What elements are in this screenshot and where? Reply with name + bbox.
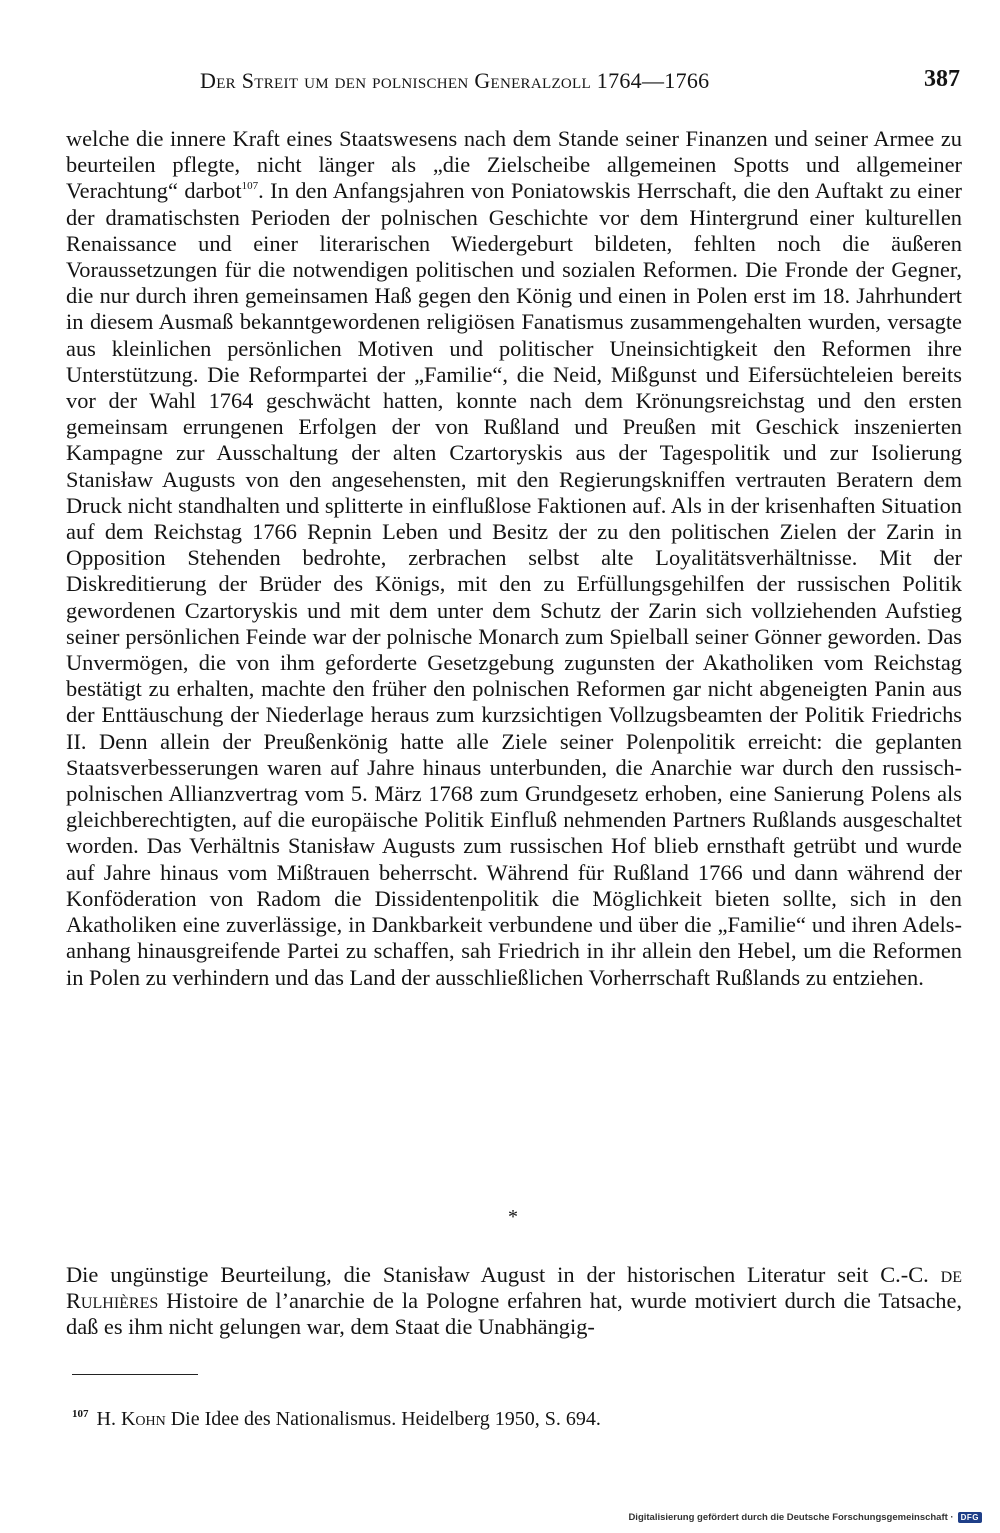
footnote-author: H. Kohn bbox=[96, 1408, 166, 1430]
footnote-107 bbox=[72, 1408, 601, 1431]
main-text-continued bbox=[66, 1262, 962, 1341]
running-title: Der Streit um den polnischen Generalzoll 1764—1766 bbox=[200, 68, 710, 93]
credit-text: Digitalisierung gefördert durch die Deutsche Forschungsgemeinschaft · bbox=[628, 1512, 954, 1523]
footnote-divider bbox=[72, 1374, 198, 1375]
section-separator: * bbox=[508, 1206, 518, 1228]
main-text bbox=[66, 126, 962, 991]
paragraph-2 bbox=[66, 1262, 962, 1341]
dfg-logo-icon: DFG bbox=[958, 1512, 982, 1523]
page-number: 387 bbox=[924, 66, 960, 92]
paragraph-2-author: de Rulhières bbox=[66, 1262, 962, 1314]
paragraph-1 bbox=[66, 126, 962, 991]
footnote-text: Die Idee des Nationalismus. Heidelberg 1950, S. 694. bbox=[165, 1408, 601, 1430]
paragraph-2-rest: Histoire de l’anarchie de la Pologne erfahren hat, wurde motiviert durch die Tatsache, daß es ihm nicht gelungen war, dem Staat die Unabhängig- bbox=[66, 1288, 962, 1340]
paragraph-2-start: Die ungünstige Beurteilung, die Stanisław August in der historischen Literatur seit C.-C. bbox=[66, 1262, 941, 1287]
digitization-credit bbox=[628, 1512, 982, 1523]
footnote-number: 107 bbox=[72, 1408, 89, 1420]
footnote-reference: 107 bbox=[241, 180, 259, 193]
paragraph-1-start: welche die innere Kraft eines Staatswesens nach dem Stande seiner Finanzen und seiner Armee zu beurteilen pflegte, nicht länger als „die Zielscheibe allgemeinen Spotts und allgemeiner Verachtung“ darbot bbox=[66, 126, 962, 204]
paragraph-1-rest: . In den Anfangsjahren von Poniatowskis Herrschaft, die den Auftakt zu einer der dramatischsten Perioden der polnischen Geschichte vor dem Hintergrund einer kulturellen Renaissance und einer literarischen Wiedergeburt bildeten, fehlten noch die äußeren Voraussetzungen für die notwendigen politischen und sozialen Reformen. Die Fronde der Gegner, die nur durch ihren gemeinsamen Haß gegen den König und einen in Polen erst im 18. Jahrhundert in diesem Ausmaß bekanntgewordenen religiösen Fanatismus zusammengehalten wurden, versagte aus kleinlichen persönlichen Motiven und politischer Uneinsichtigkeit den Reformen ihre Unterstützung. Die Reformpartei der „Familie“, die Neid, Mißgunst und Eifersüchteleien bereits vor der Wahl 1764 geschwächt hatten, konnte nach dem Krönungsreichstag und den ersten gemeinsam errungenen Erfolgen der von Rußland und Preußen mit Geschick inszenierten Kampagne zur Ausschaltung der alten Czartoryskis aus der Tagespolitik und zur Isolierung Stanisław Augusts von den angesehensten, mit den Regierungskniffen vertrauten Beratern dem Druck nicht standhalten und splitterte in einflußlose Faktionen auf. Als in der krisenhaften Situation auf dem Reichstag 1766 Repnin Leben und Besitz der zu den politischen Zielen der Zarin in Opposition Stehenden bedrohte, zerbrachen selbst alte Loyalitätsverhältnisse. Mit der Diskreditierung der Brüder des Königs, mit den zu Erfüllungsgehilfen der russischen Politik gewordenen Czartoryskis und mit dem unter dem Schutz der Zarin sich vollziehenden Aufstieg seiner persönlichen Feinde war der polnische Monarch zum Spielball seiner Gönner geworden. Das Unvermögen, die von ihm geforderte Gesetzgebung zugunsten der Akatholiken vom Reichstag bestätigt zu erhalten, machte den früher den polnischen Reformen gar nicht abgeneigten Panin aus der Enttäuschung der Niederlage heraus zum kurzsichtigen Vollzugsbeamten der Politik Friedrichs II. Denn allein der Preußenkönig hatte alle Ziele seiner Polenpolitik erreicht: die geplanten Staatsverbesserungen waren auf Jahre hinaus unterbunden, die Anarchie war durch den russisch-polnischen Allianzvertrag vom 5. März 1768 zum Grundgesetz erhoben, eine Sanierung Polens als gleichberechtigten, auf die europäische Politik Einfluß nehmenden Partners Rußlands ausgeschaltet worden. Das Verhältnis Stanisław Augusts zum russischen Hof blieb ernsthaft getrübt und wurde auf Jahre hinaus vom Mißtrauen beherrscht. Während für Rußland 1766 und dann während der Konföderation von Radom die Dissidentenpolitik die Möglichkeit bieten sollte, sich in den Akatholiken eine zuverlässige, in Dankbarkeit verbundene und über die „Familie“ und ihren Adelsanhang hinausgreifende Partei zu schaffen, sah Friedrich in ihr allein den Hebel, um die Reformen in Polen zu verhindern und das Land der ausschließlichen Vorherrschaft Rußlands zu entziehen. bbox=[66, 178, 963, 990]
page-header bbox=[70, 68, 960, 102]
